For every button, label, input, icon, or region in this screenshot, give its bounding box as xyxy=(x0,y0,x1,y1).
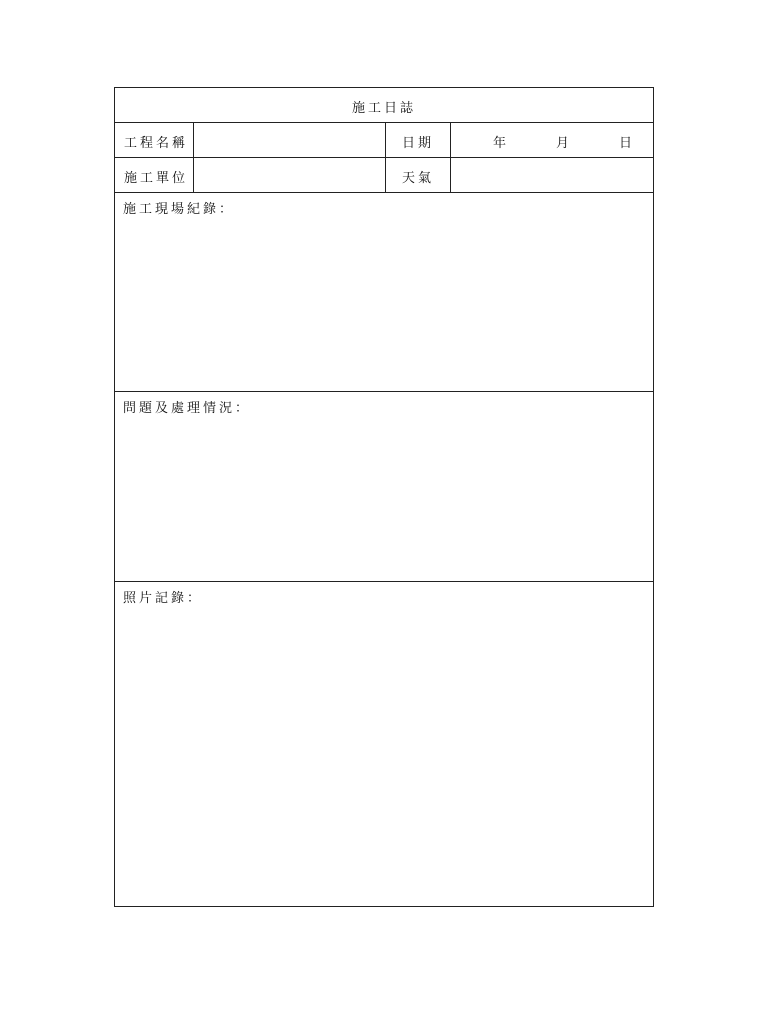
issues-field[interactable] xyxy=(115,418,653,581)
photo-record-section xyxy=(115,582,653,907)
construction-log-form xyxy=(114,87,654,907)
contractor-label-cell xyxy=(115,158,194,192)
site-record-section xyxy=(115,193,653,392)
contractor-label: 施工單位 xyxy=(124,171,189,186)
date-label: 日期 xyxy=(402,136,435,151)
issues-section xyxy=(115,392,653,582)
weather-label: 天氣 xyxy=(402,171,435,186)
weather-label-cell xyxy=(386,158,451,192)
issues-label: 問題及處理情況： xyxy=(123,401,252,416)
form-title: 施工日誌 xyxy=(351,101,416,116)
weather-field[interactable] xyxy=(451,158,653,192)
contractor-field[interactable] xyxy=(194,158,386,192)
project-name-field[interactable] xyxy=(194,123,386,157)
project-name-label-cell xyxy=(115,123,194,157)
photo-record-field[interactable] xyxy=(115,608,653,907)
site-record-field[interactable] xyxy=(115,219,653,391)
date-label-cell xyxy=(386,123,451,157)
date-field[interactable] xyxy=(451,123,653,157)
site-record-label: 施工現場紀錄： xyxy=(123,202,236,217)
info-row-project-date xyxy=(115,123,653,158)
project-name-label: 工程名稱 xyxy=(124,136,189,151)
photo-record-label: 照片記錄： xyxy=(123,591,204,606)
date-year-unit: 年 xyxy=(493,136,507,151)
date-month-unit: 月 xyxy=(556,136,570,151)
form-title-row xyxy=(115,88,653,123)
date-day-unit: 日 xyxy=(619,136,633,151)
info-row-contractor-weather xyxy=(115,158,653,193)
